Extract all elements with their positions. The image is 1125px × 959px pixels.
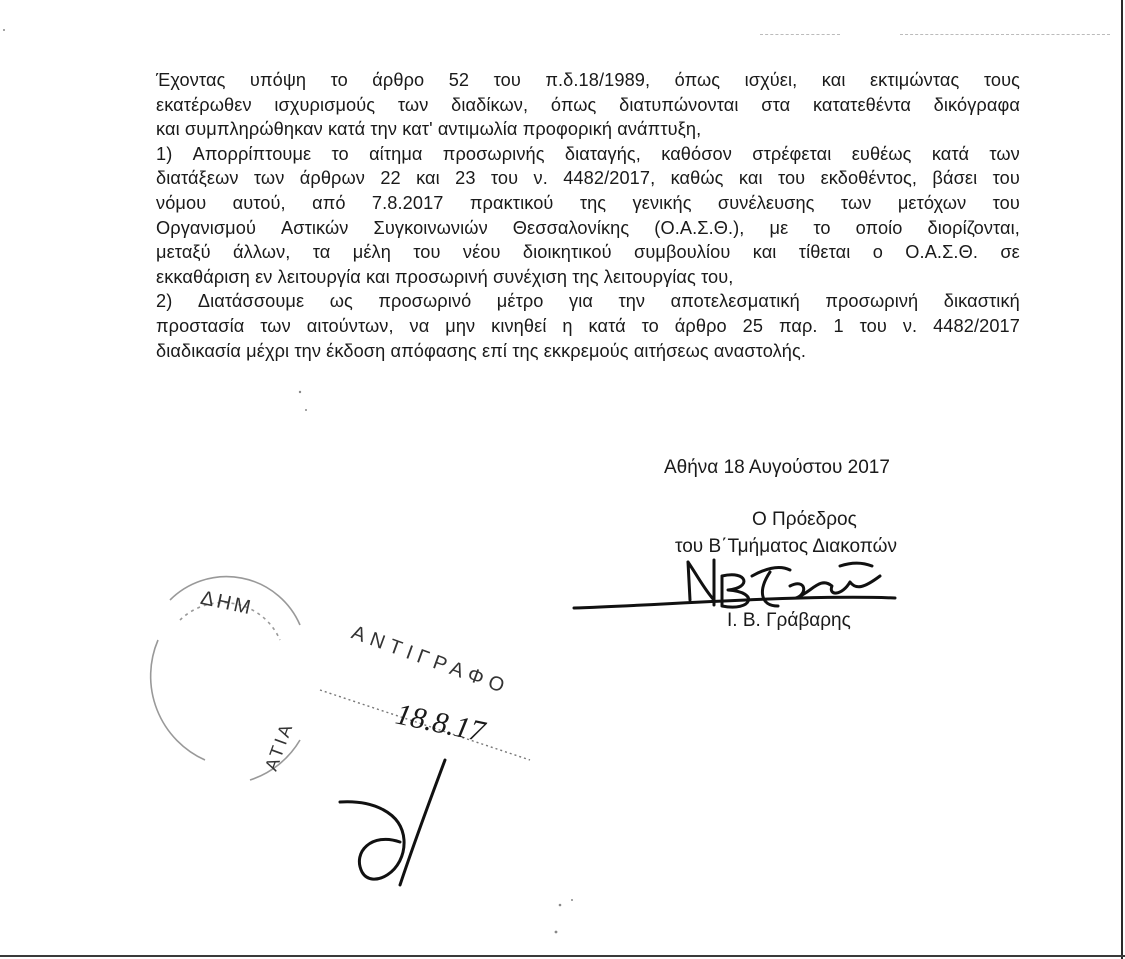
- text-line: και συμπληρώθηκαν κατά την κατ' αντιμωλία προφορική ανάπτυξη,: [156, 119, 702, 140]
- text-line: εκκαθάριση εν λειτουργία και προσωρινή συνέχιση της λειτουργίας του,: [156, 266, 734, 287]
- handwritten-signature: [574, 560, 895, 608]
- text-line: Έχοντας υπόψη το άρθρο 52 του π.δ.18/1989, όπως ισχύει, και εκτιμώντας τους: [156, 70, 1020, 90]
- seal-text-top: ΔΗΜ: [198, 587, 256, 620]
- text-line: Οργανισμού Αστικών Συγκοινωνιών Θεσσαλονίκης (Ο.Α.Σ.Θ.), με το οποίο διορίζονται,: [156, 217, 1020, 238]
- seal-text-side: ΑΤΙΑ: [260, 718, 298, 774]
- text-line: προστασία των αιτούντων, να μην κινηθεί η κατά το άρθρο 25 παρ. 1 του ν. 4482/2017: [156, 315, 1020, 336]
- signatory-name: Ι. Β. Γράβαρης: [727, 610, 851, 631]
- text-line: 1) Απορρίπτουμε το αίτημα προσωρινής διαταγής, καθόσον στρέφεται ευθέως κατά των: [156, 143, 1020, 164]
- text-line: μεταξύ άλλων, τα μέλη του νέου διοικητικού συμβουλίου και τίθεται ο Ο.Α.Σ.Θ. σε: [156, 242, 1020, 263]
- text-line: διαδικασία μέχρι την έκδοση απόφασης επί της εκκρεμούς αιτήσεως αναστολής.: [156, 340, 806, 361]
- signature-date: Αθήνα 18 Αυγούστου 2017: [664, 457, 890, 478]
- handwritten-initials: [340, 760, 445, 885]
- text-line: εκατέρωθεν ισχυρισμούς των διαδίκων, όπως διατυπώνονται στα κατατεθέντα δικόγραφα: [156, 94, 1020, 115]
- scan-specks: [3, 29, 573, 933]
- text-line: διατάξεων των άρθρων 22 και 23 του ν. 4482/2017, καθώς και του εκδοθέντος, βάσει του: [156, 168, 1020, 189]
- signatory-role-line2: του Β΄Τμήματος Διακοπών: [675, 536, 897, 557]
- text-line: 2) Διατάσσουμε ως προσωρινό μέτρο για την αποτελεσματική προσωρινή δικαστική: [156, 291, 1020, 312]
- copy-stamp-date: 18.8.17: [392, 697, 488, 749]
- text-line: νόμου αυτού, από 7.8.2017 πρακτικού της γενικής συνέλευσης των μετόχων του: [156, 192, 1020, 213]
- copy-stamp-label: ΑΝΤΙΓΡΑΦΟ: [348, 621, 513, 700]
- signatory-role-line1: Ο Πρόεδρος: [752, 509, 857, 530]
